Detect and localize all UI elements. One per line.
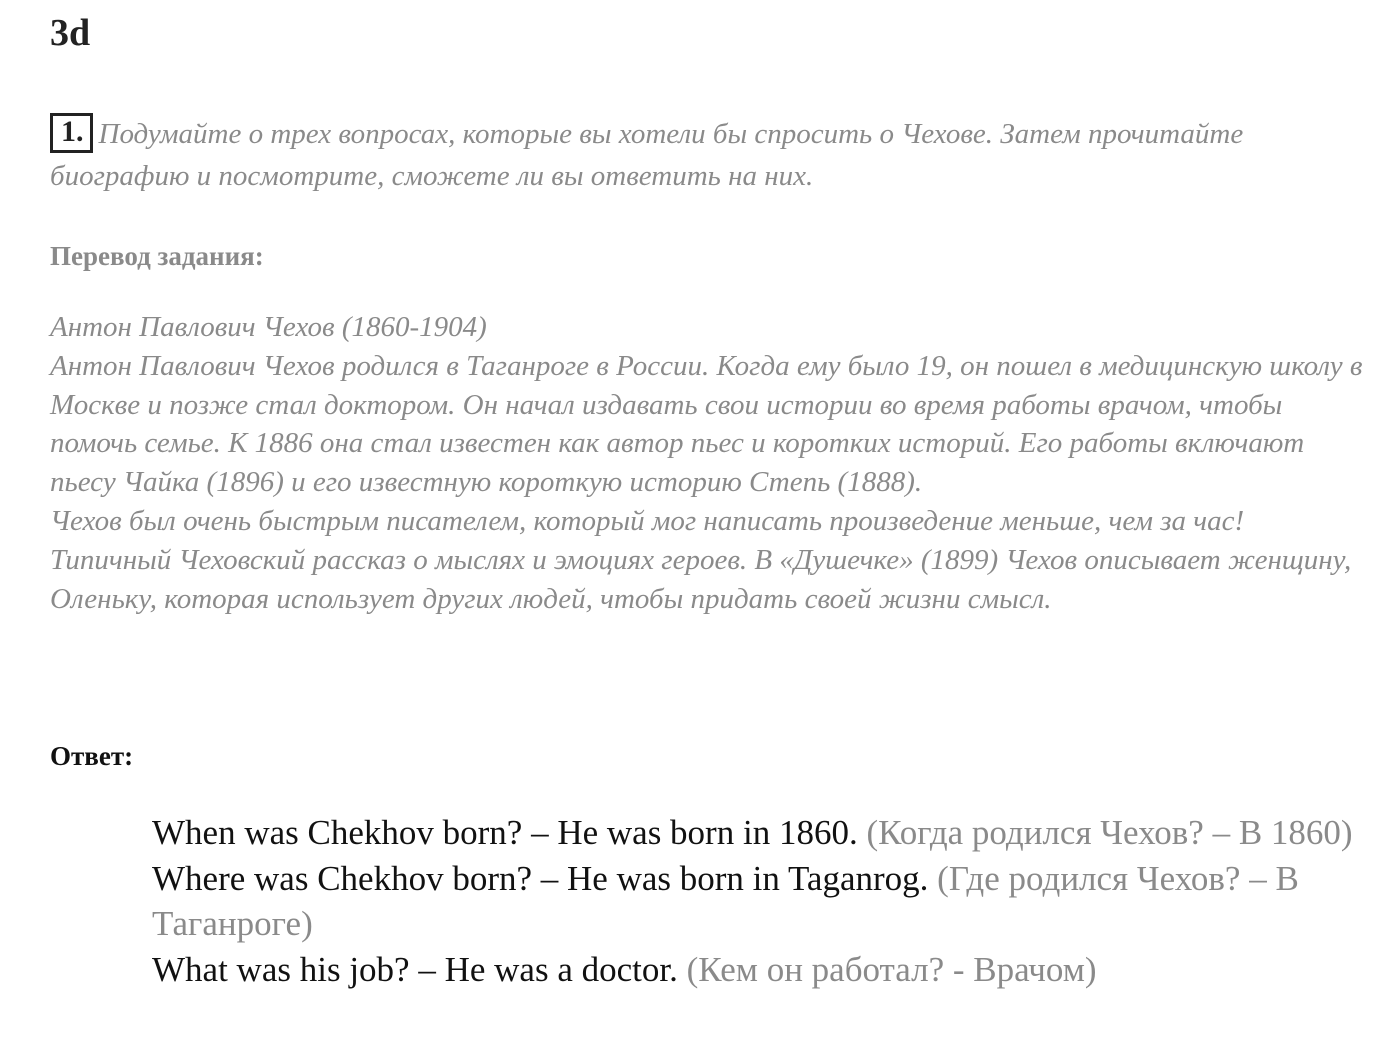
task-number-badge: 1. (50, 113, 93, 153)
translation-paragraph-biography: Антон Павлович Чехов родился в Таганроге в России. Когда ему было 19, он пошел в медицинскую школу в Москве и позже стал доктором. Он начал издавать свои истории во время работы врачом, чтобы помочь семье. К 1886 она стал известен как автор пьес и коротких историй. Его работы включают пьесу Чайка (1896) и его известную короткую историю Степь (1888). (50, 349, 1363, 499)
translation-text (50, 308, 1370, 618)
answer-item (152, 947, 1367, 993)
answer-item (152, 856, 1367, 947)
translation-paragraph-style: Чехов был очень быстрым писателем, который мог написать произведение меньше, чем за час! Типичный Чеховский рассказ о мыслях и эмоциях героев. В «Душечке» (1899) Чехов описывает женщину, Оленьку, которая использует других людей, чтобы придать своей жизни смысл. (50, 504, 1352, 615)
answer-english: When was Chekhov born? – He was born in 1860. (152, 813, 858, 852)
translation-paragraph-title: Антон Павлович Чехов (1860-1904) (50, 311, 487, 343)
section-title: 3d (50, 12, 91, 54)
answer-english: Where was Chekhov born? – He was born in Taganrog. (152, 858, 929, 898)
answer-russian: (Где родился Чехов? – В Таганроге) (152, 858, 1299, 943)
answer-item (152, 810, 1367, 856)
answer-russian: (Когда родился Чехов? – В 1860) (866, 813, 1353, 852)
answer-heading: Ответ: (50, 741, 134, 771)
task-instruction-text: Подумайте о трех вопросах, которые вы хотели бы спросить о Чехове. Затем прочитайте биографию и посмотрите, сможете ли вы ответить на них. (50, 118, 1244, 192)
answer-russian: (Кем он работал? - Врачом) (686, 949, 1097, 989)
answer-english: What was his job? – He was a doctor. (152, 949, 678, 989)
answer-list (152, 810, 1367, 992)
translation-heading: Перевод задания: (50, 241, 264, 271)
task-instruction-block (50, 113, 1360, 197)
